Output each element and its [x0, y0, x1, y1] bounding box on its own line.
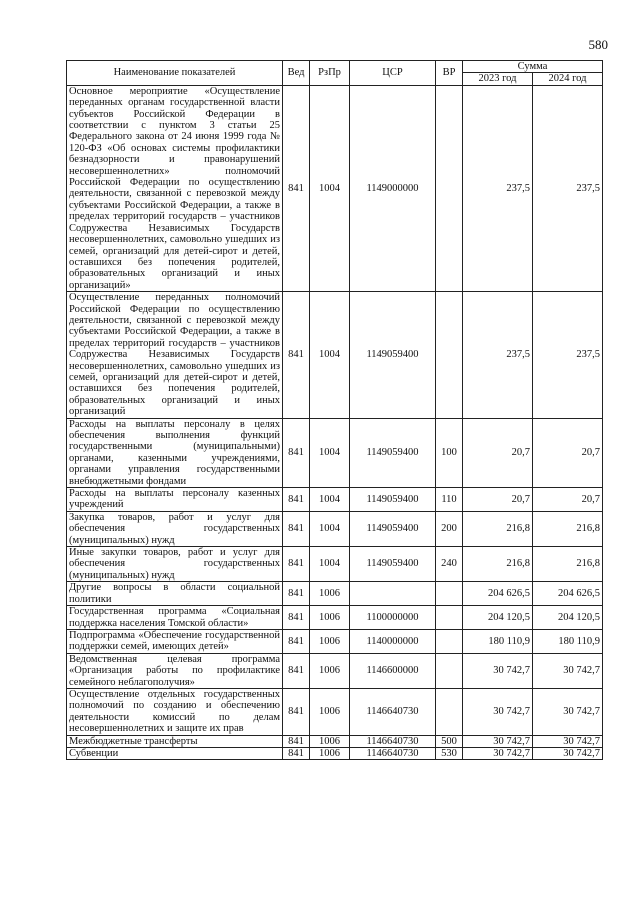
- budget-table: [66, 60, 603, 760]
- table-row: [67, 606, 603, 630]
- row-sum-2023: 20,7: [463, 488, 533, 512]
- row-name: Осуществление переданных полномочий Российской Федерации по осуществлению деятельности, связанной с перевозкой между субъектами Российской Федерации, а также в пределах территорий государств – участников Содружества Независимых Государств несовершеннолетних, самовольно ушедших из семей, организаций для детей-сирот и детей, оставшихся без попечения родителей, образовательных организаций и иных организаций: [67, 292, 283, 418]
- header-sum: Сумма: [463, 61, 603, 73]
- table-row: [67, 735, 603, 747]
- row-ved: 841: [283, 735, 310, 747]
- row-rzpr: 1004: [310, 292, 350, 418]
- row-name: Межбюджетные трансферты: [67, 735, 283, 747]
- row-vr: 500: [436, 735, 463, 747]
- row-sum-2023: 30 742,7: [463, 747, 533, 759]
- row-sum-2024: 204 626,5: [533, 582, 603, 606]
- row-sum-2023: 30 742,7: [463, 653, 533, 688]
- row-sum-2023: 204 120,5: [463, 606, 533, 630]
- row-csr: 1149059400: [350, 488, 436, 512]
- row-name: Иные закупки товаров, работ и услуг для обеспечения государственных (муниципальных) нужд: [67, 547, 283, 582]
- row-csr: 1149000000: [350, 85, 436, 291]
- row-sum-2024: 20,7: [533, 418, 603, 487]
- row-csr: 1146640730: [350, 747, 436, 759]
- row-vr: [436, 653, 463, 688]
- table-row: [67, 582, 603, 606]
- row-ved: 841: [283, 582, 310, 606]
- row-sum-2023: 180 110,9: [463, 629, 533, 653]
- row-csr: 1140000000: [350, 629, 436, 653]
- row-sum-2024: 204 120,5: [533, 606, 603, 630]
- row-name: Государственная программа «Социальная поддержка населения Томской области»: [67, 606, 283, 630]
- row-rzpr: 1004: [310, 547, 350, 582]
- row-csr: 1146640730: [350, 688, 436, 735]
- row-rzpr: 1006: [310, 606, 350, 630]
- table-row: [67, 511, 603, 546]
- row-sum-2024: 30 742,7: [533, 688, 603, 735]
- table-row: [67, 547, 603, 582]
- header-name: Наименование показателей: [67, 61, 283, 86]
- row-rzpr: 1006: [310, 629, 350, 653]
- row-sum-2024: 30 742,7: [533, 735, 603, 747]
- row-sum-2024: 20,7: [533, 488, 603, 512]
- row-vr: [436, 582, 463, 606]
- row-sum-2024: 237,5: [533, 85, 603, 291]
- row-ved: 841: [283, 653, 310, 688]
- row-csr: 1100000000: [350, 606, 436, 630]
- table-row: [67, 85, 603, 291]
- row-name: Ведомственная целевая программа «Организация работы по профилактике семейного неблагополучия»: [67, 653, 283, 688]
- row-rzpr: 1004: [310, 85, 350, 291]
- row-csr: [350, 582, 436, 606]
- row-sum-2023: 216,8: [463, 547, 533, 582]
- row-rzpr: 1004: [310, 418, 350, 487]
- row-ved: 841: [283, 488, 310, 512]
- row-vr: 240: [436, 547, 463, 582]
- row-ved: 841: [283, 747, 310, 759]
- row-name: Подпрограмма «Обеспечение государственной поддержки семей, имеющих детей»: [67, 629, 283, 653]
- row-vr: [436, 292, 463, 418]
- header-year-2023: 2023 год: [463, 73, 533, 85]
- row-ved: 841: [283, 688, 310, 735]
- row-csr: 1146640730: [350, 735, 436, 747]
- page-number: 580: [588, 37, 608, 52]
- row-ved: 841: [283, 85, 310, 291]
- row-name: Расходы на выплаты персоналу казенных учреждений: [67, 488, 283, 512]
- row-csr: 1149059400: [350, 511, 436, 546]
- row-name: Закупка товаров, работ и услуг для обеспечения государственных (муниципальных) нужд: [67, 511, 283, 546]
- row-ved: 841: [283, 606, 310, 630]
- row-name: Субвенции: [67, 747, 283, 759]
- row-ved: 841: [283, 511, 310, 546]
- row-vr: 110: [436, 488, 463, 512]
- row-sum-2023: 216,8: [463, 511, 533, 546]
- row-sum-2024: 180 110,9: [533, 629, 603, 653]
- row-sum-2023: 30 742,7: [463, 688, 533, 735]
- row-ved: 841: [283, 292, 310, 418]
- row-rzpr: 1006: [310, 653, 350, 688]
- row-ved: 841: [283, 629, 310, 653]
- row-sum-2023: 204 626,5: [463, 582, 533, 606]
- row-ved: 841: [283, 418, 310, 487]
- table-row: [67, 418, 603, 487]
- row-sum-2023: 20,7: [463, 418, 533, 487]
- row-vr: 100: [436, 418, 463, 487]
- row-sum-2024: 216,8: [533, 547, 603, 582]
- table-row: [67, 629, 603, 653]
- row-csr: 1149059400: [350, 547, 436, 582]
- row-rzpr: 1004: [310, 511, 350, 546]
- row-sum-2024: 216,8: [533, 511, 603, 546]
- row-sum-2024: 237,5: [533, 292, 603, 418]
- row-vr: 200: [436, 511, 463, 546]
- header-year-2024: 2024 год: [533, 73, 603, 85]
- row-name: Осуществление отдельных государственных полномочий по созданию и обеспечению деятельности комиссий по делам несовершеннолетних и защите их прав: [67, 688, 283, 735]
- row-vr: 530: [436, 747, 463, 759]
- table-header-row: [67, 61, 603, 73]
- header-csr: ЦСР: [350, 61, 436, 86]
- row-rzpr: 1006: [310, 688, 350, 735]
- row-vr: [436, 688, 463, 735]
- header-vr: ВР: [436, 61, 463, 86]
- table-row: [67, 653, 603, 688]
- row-rzpr: 1006: [310, 747, 350, 759]
- row-sum-2024: 30 742,7: [533, 653, 603, 688]
- row-sum-2024: 30 742,7: [533, 747, 603, 759]
- row-csr: 1146600000: [350, 653, 436, 688]
- row-csr: 1149059400: [350, 418, 436, 487]
- row-rzpr: 1004: [310, 488, 350, 512]
- row-ved: 841: [283, 547, 310, 582]
- row-name: Расходы на выплаты персоналу в целях обеспечения выполнения функций государственными (муниципальными) органами, казенными учреждениями, органами управления государственными внебюджетными фондами: [67, 418, 283, 487]
- table-row: [67, 747, 603, 759]
- table-row: [67, 292, 603, 418]
- header-rzpr: РзПр: [310, 61, 350, 86]
- row-vr: [436, 629, 463, 653]
- table-body: [67, 85, 603, 760]
- header-ved: Вед: [283, 61, 310, 86]
- row-sum-2023: 30 742,7: [463, 735, 533, 747]
- table-row: [67, 488, 603, 512]
- row-name: Другие вопросы в области социальной политики: [67, 582, 283, 606]
- row-rzpr: 1006: [310, 582, 350, 606]
- table-row: [67, 688, 603, 735]
- row-vr: [436, 85, 463, 291]
- row-vr: [436, 606, 463, 630]
- row-rzpr: 1006: [310, 735, 350, 747]
- row-sum-2023: 237,5: [463, 85, 533, 291]
- row-sum-2023: 237,5: [463, 292, 533, 418]
- row-name: Основное мероприятие «Осуществление переданных органам государственной власти субъектов Российской Федерации в соответствии с пунктом 3 статьи 25 Федерального закона от 24 июня 1999 года № 120-ФЗ «Об основах системы профилактики безнадзорности и правонарушений несовершеннолетних» полномочий Российской Федерации по осуществлению деятельности, связанной с перевозкой между субъектами Российской Федерации, а также в пределах территорий государств – участников Содружества Независимых Государств несовершеннолетних, самовольно ушедших из семей, организаций для детей-сирот и детей, оставшихся без попечения родителей, образовательных организаций и иных организаций»: [67, 85, 283, 291]
- row-csr: 1149059400: [350, 292, 436, 418]
